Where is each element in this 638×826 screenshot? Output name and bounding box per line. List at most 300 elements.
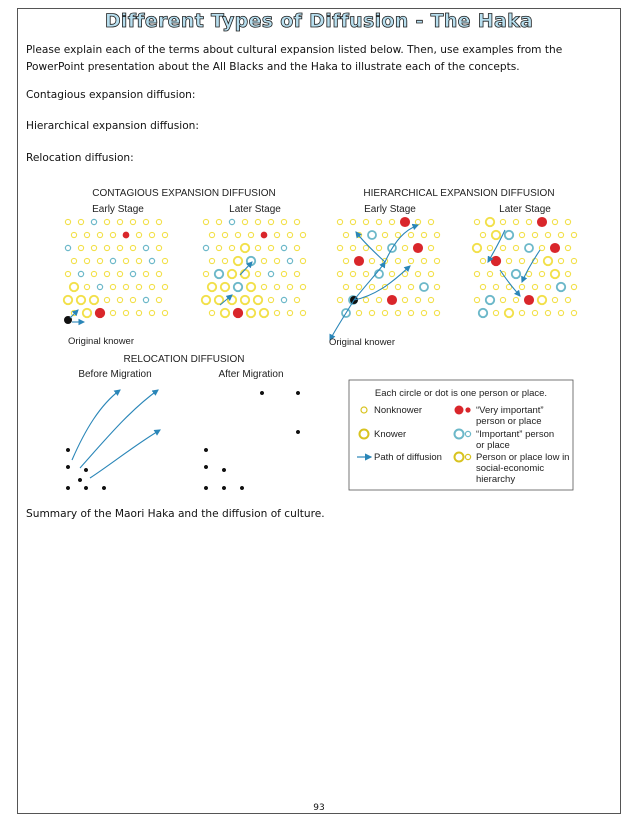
- nonknower-dot: [376, 245, 381, 250]
- nonknower-dot: [513, 219, 518, 224]
- nonknower-dot: [123, 310, 128, 315]
- nonknower-dot: [519, 258, 524, 263]
- relocation-heading: RELOCATION DIFFUSION: [123, 354, 245, 365]
- important-dot: [368, 231, 376, 239]
- nonknower-dot: [136, 284, 141, 289]
- nonknower-dot: [558, 232, 563, 237]
- nonknower-dot: [117, 297, 122, 302]
- nonknower-dot: [421, 232, 426, 237]
- nonknower-dot: [552, 297, 557, 302]
- knower-dot: [77, 296, 85, 304]
- nonknower-dot: [571, 258, 576, 263]
- nonknower-dot: [565, 297, 570, 302]
- nonknower-dot: [294, 219, 299, 224]
- nonknower-dot: [274, 310, 279, 315]
- important-dot: [65, 245, 70, 250]
- nonknower-dot: [337, 271, 342, 276]
- knower-dot: [241, 244, 249, 252]
- nonknower-dot: [242, 219, 247, 224]
- summary-prompt: Summary of the Maori Haka and the diffusion of culture.: [26, 508, 325, 520]
- nonknower-dot: [274, 258, 279, 263]
- legend-low-3: hierarchy: [476, 474, 516, 485]
- nonknower-dot: [300, 284, 305, 289]
- person-dot: [204, 448, 208, 452]
- nonknower-dot: [110, 310, 115, 315]
- nonknower-dot: [363, 271, 368, 276]
- legend-low-1: Person or place low in: [476, 452, 570, 463]
- nonknower-dot: [149, 284, 154, 289]
- nonknower-dot: [421, 258, 426, 263]
- nonknower-dot: [545, 232, 550, 237]
- nonknower-dot: [402, 297, 407, 302]
- very-important-dot: [551, 244, 560, 253]
- hierarchical-later-label: Later Stage: [499, 204, 551, 215]
- nonknower-dot: [248, 232, 253, 237]
- nonknower-dot: [281, 219, 286, 224]
- diffusion-arrow: [385, 225, 418, 262]
- legend-header: Each circle or dot is one person or place.: [374, 388, 548, 399]
- important-dot: [486, 296, 494, 304]
- nonknower-dot: [71, 310, 76, 315]
- legend-nonknower-symbol: [361, 407, 367, 413]
- nonknower-dot: [343, 284, 348, 289]
- nonknower-dot: [203, 219, 208, 224]
- nonknower-dot: [369, 284, 374, 289]
- important-dot: [234, 283, 242, 291]
- person-dot: [102, 486, 106, 490]
- important-dot: [281, 245, 286, 250]
- knower-dot: [221, 283, 229, 291]
- knower-dot: [202, 296, 210, 304]
- nonknower-dot: [389, 271, 394, 276]
- nonknower-dot: [434, 232, 439, 237]
- important-dot: [247, 257, 255, 265]
- nonknower-dot: [162, 284, 167, 289]
- nonknower-dot: [65, 219, 70, 224]
- knower-dot: [247, 283, 255, 291]
- nonknower-dot: [130, 297, 135, 302]
- nonknower-dot: [71, 232, 76, 237]
- legend-low-symbol-small: [465, 454, 470, 459]
- nonknower-dot: [565, 245, 570, 250]
- relocation-before-label: Before Migration: [78, 369, 152, 380]
- legend-very-important-1: “Very important”: [476, 405, 544, 416]
- nonknower-dot: [156, 245, 161, 250]
- nonknower-dot: [229, 245, 234, 250]
- nonknower-dot: [65, 271, 70, 276]
- nonknower-dot: [149, 232, 154, 237]
- legend: [349, 380, 573, 490]
- page-number: 93: [313, 803, 325, 813]
- nonknower-dot: [356, 310, 361, 315]
- nonknower-dot: [382, 232, 387, 237]
- nonknower-dot: [255, 245, 260, 250]
- nonknower-dot: [532, 284, 537, 289]
- nonknower-dot: [395, 310, 400, 315]
- person-dot: [66, 448, 70, 452]
- person-dot: [296, 391, 300, 395]
- nonknower-dot: [104, 219, 109, 224]
- nonknower-dot: [104, 245, 109, 250]
- nonknower-dot: [287, 310, 292, 315]
- nonknower-dot: [376, 219, 381, 224]
- legend-important-1: “Important” person: [476, 429, 555, 440]
- nonknower-dot: [513, 245, 518, 250]
- nonknower-dot: [565, 271, 570, 276]
- nonknower-dot: [545, 284, 550, 289]
- nonknower-dot: [162, 310, 167, 315]
- legend-important-symbol-large: [455, 430, 464, 439]
- nonknower-dot: [565, 219, 570, 224]
- knower-dot: [247, 309, 255, 317]
- nonknower-dot: [156, 271, 161, 276]
- nonknower-dot: [268, 219, 273, 224]
- legend-important-symbol-small: [465, 431, 470, 436]
- important-dot: [557, 283, 565, 291]
- nonknower-dot: [389, 219, 394, 224]
- nonknower-dot: [343, 258, 348, 263]
- nonknower-dot: [545, 310, 550, 315]
- nonknower-dot: [222, 258, 227, 263]
- person-dot: [204, 486, 208, 490]
- important-dot: [149, 258, 154, 263]
- hierarchical-heading: HIERARCHICAL EXPANSION DIFFUSION: [363, 188, 555, 199]
- term-contagious: Contagious expansion diffusion:: [26, 89, 196, 101]
- nonknower-dot: [571, 284, 576, 289]
- important-dot: [229, 219, 234, 224]
- nonknower-dot: [123, 284, 128, 289]
- hierarchical-early-label: Early Stage: [364, 204, 416, 215]
- very-important-dot: [234, 309, 242, 317]
- nonknower-dot: [571, 232, 576, 237]
- legend-knower-symbol: [360, 430, 369, 439]
- knower-dot: [486, 218, 494, 226]
- important-dot: [130, 271, 135, 276]
- nonknower-dot: [287, 284, 292, 289]
- nonknower-dot: [216, 219, 221, 224]
- nonknower-dot: [539, 271, 544, 276]
- nonknower-dot: [261, 284, 266, 289]
- nonknower-dot: [216, 245, 221, 250]
- migration-arrow: [80, 390, 158, 468]
- nonknower-dot: [143, 271, 148, 276]
- nonknower-dot: [78, 245, 83, 250]
- contagious-original-knower-label: Original knower: [68, 336, 134, 347]
- nonknower-dot: [294, 271, 299, 276]
- important-dot: [97, 284, 102, 289]
- important-dot: [281, 297, 286, 302]
- nonknower-dot: [110, 232, 115, 237]
- knower-dot: [254, 296, 262, 304]
- nonknower-dot: [337, 297, 342, 302]
- nonknower-dot: [255, 271, 260, 276]
- nonknower-dot: [408, 258, 413, 263]
- term-relocation: Relocation diffusion:: [26, 152, 134, 164]
- person-dot: [296, 430, 300, 434]
- nonknower-dot: [474, 297, 479, 302]
- nonknower-dot: [84, 284, 89, 289]
- nonknower-dot: [506, 258, 511, 263]
- knower-dot: [241, 296, 249, 304]
- nonknower-dot: [369, 310, 374, 315]
- instructions: Please explain each of the terms about cultural expansion listed below. Then, use examples from the PowerPoint presentation about the All Blacks and the Haka to illustrate each of the concepts.: [26, 44, 563, 73]
- contagious-early-label: Early Stage: [92, 204, 144, 215]
- diffusion-arrow: [330, 300, 354, 340]
- nonknower-dot: [104, 271, 109, 276]
- nonknower-dot: [421, 310, 426, 315]
- knower-dot: [492, 231, 500, 239]
- nonknower-dot: [519, 310, 524, 315]
- person-dot: [222, 468, 226, 472]
- nonknower-dot: [274, 284, 279, 289]
- nonknower-dot: [343, 232, 348, 237]
- person-dot: [240, 486, 244, 490]
- knower-dot: [90, 296, 98, 304]
- nonknower-dot: [369, 258, 374, 263]
- nonknower-dot: [117, 219, 122, 224]
- important-dot: [215, 270, 223, 278]
- person-dot: [78, 478, 82, 482]
- nonknower-dot: [428, 219, 433, 224]
- nonknower-dot: [136, 310, 141, 315]
- very-important-dot: [355, 257, 364, 266]
- nonknower-dot: [500, 297, 505, 302]
- nonknower-dot: [519, 284, 524, 289]
- very-important-dot: [401, 218, 410, 227]
- knower-dot: [234, 257, 242, 265]
- nonknower-dot: [294, 297, 299, 302]
- important-dot: [287, 258, 292, 263]
- person-dot: [84, 486, 88, 490]
- important-dot: [420, 283, 428, 291]
- knower-dot: [505, 309, 513, 317]
- nonknower-dot: [402, 245, 407, 250]
- nonknower-dot: [235, 232, 240, 237]
- nonknower-dot: [268, 297, 273, 302]
- legend-low-2: social-economic: [476, 463, 545, 474]
- nonknower-dot: [363, 297, 368, 302]
- important-dot: [143, 245, 148, 250]
- nonknower-dot: [350, 245, 355, 250]
- nonknower-dot: [281, 271, 286, 276]
- important-dot: [479, 309, 487, 317]
- legend-very-important-symbol-large: [455, 406, 464, 415]
- important-dot: [512, 270, 520, 278]
- nonknower-dot: [571, 310, 576, 315]
- nonknower-dot: [532, 310, 537, 315]
- nonknower-dot: [97, 258, 102, 263]
- nonknower-dot: [337, 219, 342, 224]
- nonknower-dot: [136, 232, 141, 237]
- nonknower-dot: [558, 310, 563, 315]
- important-dot: [505, 231, 513, 239]
- diffusion-arrow: [522, 250, 540, 282]
- nonknower-dot: [493, 284, 498, 289]
- person-dot: [66, 465, 70, 469]
- nonknower-dot: [300, 310, 305, 315]
- nonknower-dot: [428, 245, 433, 250]
- nonknower-dot: [91, 245, 96, 250]
- nonknower-dot: [415, 297, 420, 302]
- nonknower-dot: [84, 258, 89, 263]
- important-dot: [268, 271, 273, 276]
- very-important-dot: [96, 309, 104, 317]
- nonknower-dot: [162, 258, 167, 263]
- very-important-dot: [123, 232, 129, 238]
- nonknower-dot: [268, 245, 273, 250]
- nonknower-dot: [117, 245, 122, 250]
- migration-arrow: [90, 430, 160, 478]
- nonknower-dot: [162, 232, 167, 237]
- nonknower-dot: [337, 245, 342, 250]
- nonknower-dot: [255, 219, 260, 224]
- nonknower-dot: [261, 258, 266, 263]
- person-dot: [204, 465, 208, 469]
- nonknower-dot: [110, 284, 115, 289]
- nonknower-dot: [395, 232, 400, 237]
- page-title: Different Types of Diffusion - The Haka: [104, 10, 534, 32]
- legend-important-2: or place: [476, 440, 510, 451]
- nonknower-dot: [500, 219, 505, 224]
- nonknower-dot: [156, 297, 161, 302]
- nonknower-dot: [287, 232, 292, 237]
- nonknower-dot: [356, 284, 361, 289]
- nonknower-dot: [91, 271, 96, 276]
- very-important-dot: [388, 296, 397, 305]
- nonknower-dot: [434, 258, 439, 263]
- nonknower-dot: [156, 219, 161, 224]
- legend-nonknower: Nonknower: [374, 405, 423, 416]
- important-dot: [78, 271, 83, 276]
- diffusion-arrow: [354, 262, 385, 300]
- nonknower-dot: [558, 258, 563, 263]
- nonknower-dot: [123, 258, 128, 263]
- nonknower-dot: [130, 245, 135, 250]
- nonknower-dot: [203, 271, 208, 276]
- relocation-dots: [66, 390, 300, 490]
- nonknower-dot: [434, 284, 439, 289]
- nonknower-dot: [539, 245, 544, 250]
- knower-dot: [473, 244, 481, 252]
- nonknower-dot: [480, 258, 485, 263]
- very-important-dot: [525, 296, 534, 305]
- person-dot: [84, 468, 88, 472]
- nonknower-dot: [395, 284, 400, 289]
- knower-dot: [83, 309, 91, 317]
- nonknower-dot: [519, 232, 524, 237]
- nonknower-dot: [532, 232, 537, 237]
- contagious-heading: CONTAGIOUS EXPANSION DIFFUSION: [92, 188, 276, 199]
- nonknower-dot: [97, 232, 102, 237]
- nonknower-dot: [300, 258, 305, 263]
- nonknower-dot: [376, 297, 381, 302]
- nonknower-dot: [130, 219, 135, 224]
- knower-dot: [538, 296, 546, 304]
- nonknower-dot: [209, 310, 214, 315]
- nonknower-dot: [428, 271, 433, 276]
- very-important-dot: [492, 257, 500, 265]
- nonknower-dot: [149, 310, 154, 315]
- nonknower-dot: [487, 245, 492, 250]
- nonknower-dot: [474, 219, 479, 224]
- nonknower-dot: [487, 271, 492, 276]
- very-important-dot: [538, 218, 547, 227]
- nonknower-dot: [84, 232, 89, 237]
- nonknower-dot: [294, 245, 299, 250]
- relocation-after-label: After Migration: [218, 369, 284, 380]
- nonknower-dot: [274, 232, 279, 237]
- person-dot: [260, 391, 264, 395]
- important-dot: [525, 244, 533, 252]
- important-dot: [203, 245, 208, 250]
- very-important-dot: [414, 244, 423, 253]
- nonknower-dot: [363, 219, 368, 224]
- nonknower-dot: [415, 219, 420, 224]
- nonknower-dot: [480, 284, 485, 289]
- nonknower-dot: [552, 219, 557, 224]
- nonknower-dot: [408, 284, 413, 289]
- person-dot: [222, 486, 226, 490]
- knower-dot: [544, 257, 552, 265]
- knower-dot: [228, 270, 236, 278]
- contagious-later-label: Later Stage: [229, 204, 281, 215]
- knower-dot: [221, 309, 229, 317]
- nonknower-dot: [71, 258, 76, 263]
- legend-path: Path of diffusion: [374, 452, 442, 463]
- legend-very-important-2: person or place: [476, 416, 542, 427]
- nonknower-dot: [350, 219, 355, 224]
- nonknower-dot: [408, 232, 413, 237]
- legend-knower: Knower: [374, 429, 407, 440]
- knower-dot: [70, 283, 78, 291]
- nonknower-dot: [117, 271, 122, 276]
- nonknower-dot: [143, 219, 148, 224]
- nonknower-dot: [104, 297, 109, 302]
- nonknower-dot: [434, 310, 439, 315]
- term-hierarchical: Hierarchical expansion diffusion:: [26, 120, 199, 132]
- nonknower-dot: [480, 232, 485, 237]
- nonknower-dot: [408, 310, 413, 315]
- nonknower-dot: [78, 219, 83, 224]
- nonknower-dot: [395, 258, 400, 263]
- knower-dot: [260, 309, 268, 317]
- knower-dot: [208, 283, 216, 291]
- nonknower-dot: [382, 310, 387, 315]
- nonknower-dot: [136, 258, 141, 263]
- nonknower-dot: [513, 297, 518, 302]
- nonknower-dot: [500, 245, 505, 250]
- nonknower-dot: [222, 232, 227, 237]
- nonknower-dot: [526, 219, 531, 224]
- nonknower-dot: [428, 297, 433, 302]
- legend-very-important-symbol-small: [465, 407, 470, 412]
- hierarchical-original-knower-label: Original knower: [329, 337, 395, 348]
- nonknower-dot: [493, 310, 498, 315]
- nonknower-dot: [350, 271, 355, 276]
- legend-low-symbol-large: [455, 453, 464, 462]
- person-dot: [66, 486, 70, 490]
- knower-dot: [64, 296, 72, 304]
- knower-dot: [241, 270, 249, 278]
- very-important-dot: [261, 232, 267, 238]
- knower-dot: [551, 270, 559, 278]
- nonknower-dot: [474, 271, 479, 276]
- important-dot: [143, 297, 148, 302]
- nonknower-dot: [415, 271, 420, 276]
- important-dot: [110, 258, 115, 263]
- nonknower-dot: [300, 232, 305, 237]
- nonknower-dot: [209, 232, 214, 237]
